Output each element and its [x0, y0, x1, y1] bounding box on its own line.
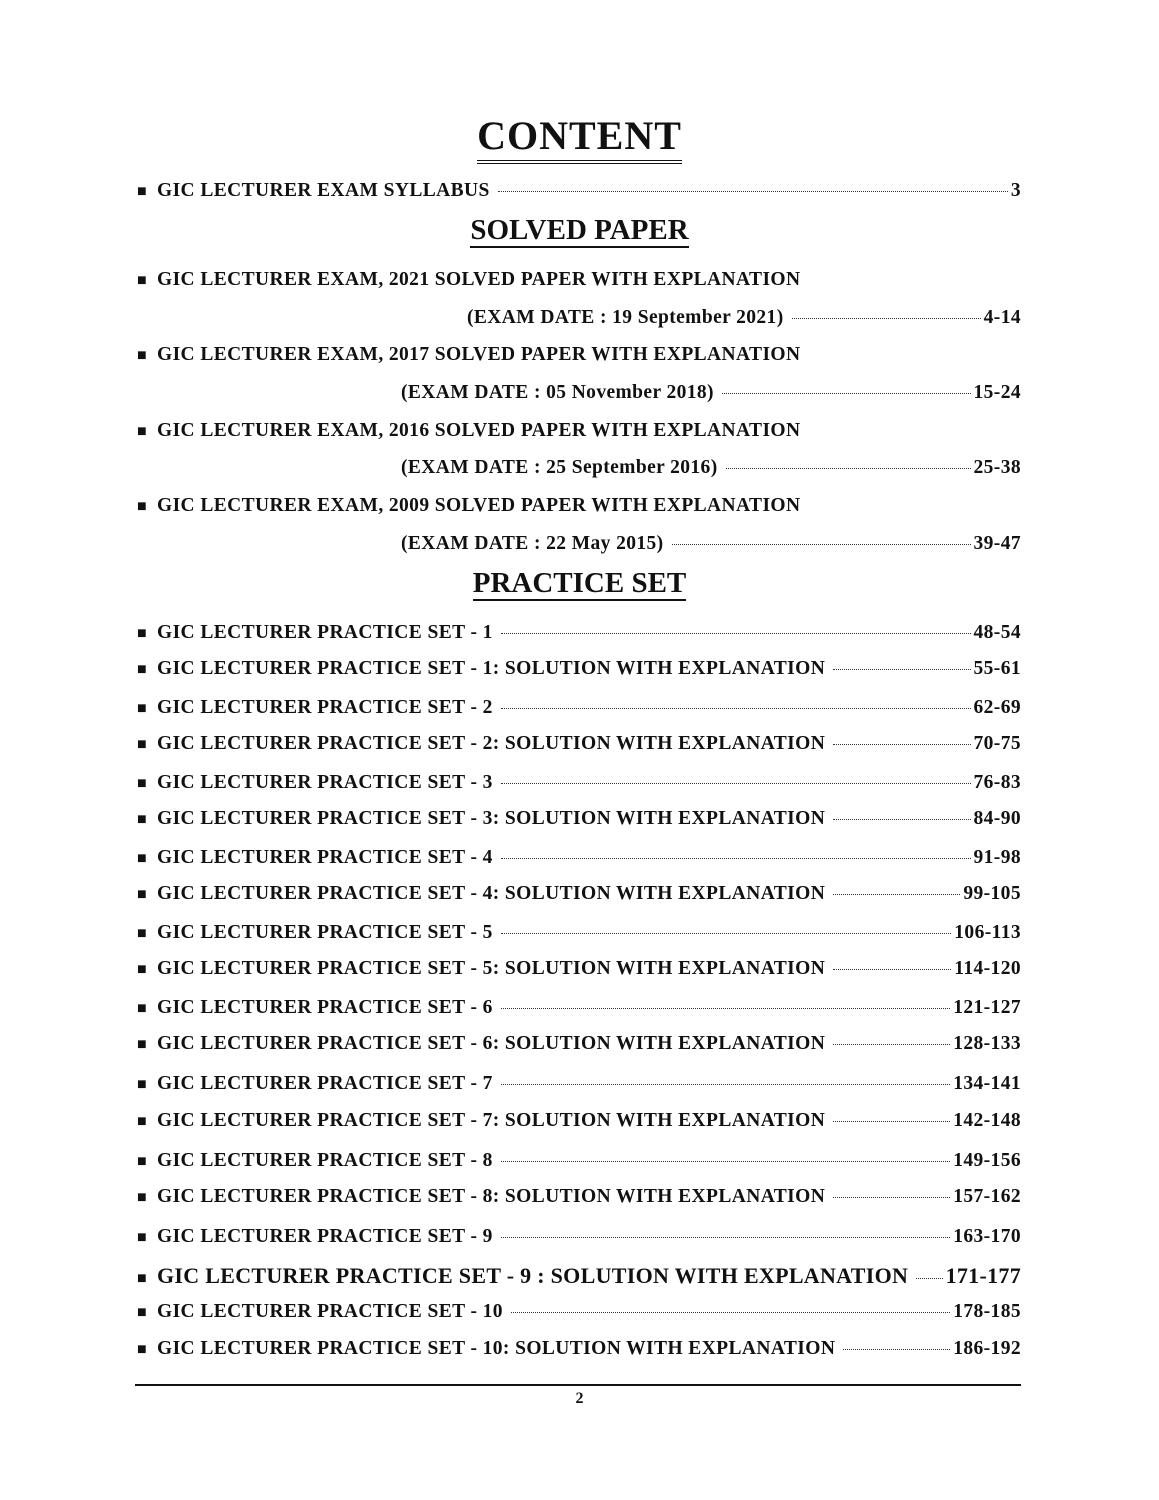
- dot-leader: [916, 1278, 942, 1279]
- toc-entry-practice-solution[interactable]: [137, 1263, 1021, 1291]
- dot-leader: [792, 318, 981, 319]
- toc-entry-label: GIC LECTURER EXAM, 2016 SOLVED PAPER WITH EXPLANATION: [157, 420, 801, 441]
- square-bullet-icon: ■: [137, 1000, 148, 1017]
- toc-entry-label: GIC LECTURER PRACTICE SET - 8: SOLUTION WITH EXPLANATION: [157, 1186, 826, 1207]
- square-bullet-icon: ■: [137, 961, 148, 978]
- square-bullet-icon: ■: [137, 1036, 148, 1053]
- toc-entry-pages: 76-83: [973, 772, 1021, 793]
- toc-entry-practice[interactable]: [137, 997, 1021, 1025]
- toc-entry-label: GIC LECTURER PRACTICE SET - 10: SOLUTION WITH EXPLANATION: [157, 1338, 836, 1359]
- toc-entry-syllabus[interactable]: [137, 180, 1021, 208]
- square-bullet-icon: ■: [137, 1076, 148, 1093]
- toc-entry-label: GIC LECTURER PRACTICE SET - 7: SOLUTION WITH EXPLANATION: [157, 1110, 826, 1131]
- toc-entry-label: GIC LECTURER PRACTICE SET - 9: [157, 1226, 493, 1247]
- dot-leader: [501, 1084, 950, 1085]
- toc-entry-practice[interactable]: [137, 1226, 1021, 1254]
- dot-leader: [843, 1349, 950, 1350]
- dot-leader: [833, 1121, 950, 1122]
- toc-entry-pages: 55-61: [973, 658, 1021, 679]
- toc-entry-practice[interactable]: [137, 697, 1021, 725]
- dot-leader: [501, 708, 971, 709]
- toc-entry-label: GIC LECTURER EXAM, 2021 SOLVED PAPER WITH EXPLANATION: [157, 269, 801, 290]
- toc-entry-practice-solution[interactable]: [137, 958, 1021, 986]
- toc-entry-pages: 99-105: [963, 883, 1021, 904]
- toc-entry-label: GIC LECTURER PRACTICE SET - 7: [157, 1073, 493, 1094]
- toc-entry-practice[interactable]: [137, 1301, 1021, 1329]
- dot-leader: [501, 783, 971, 784]
- toc-entry-date: (EXAM DATE : 19 September 2021): [467, 307, 784, 328]
- toc-entry-practice[interactable]: [137, 922, 1021, 950]
- toc-entry-label: GIC LECTURER PRACTICE SET - 1: [157, 622, 493, 643]
- footer-divider: [135, 1384, 1021, 1386]
- toc-entry-label: GIC LECTURER PRACTICE SET - 3: [157, 772, 493, 793]
- dot-leader: [726, 468, 971, 469]
- square-bullet-icon: ■: [137, 661, 148, 678]
- toc-entry-pages: 114-120: [954, 958, 1021, 979]
- toc-entry-solved-2017[interactable]: [137, 344, 1021, 372]
- dot-leader: [833, 894, 960, 895]
- toc-entry-label: GIC LECTURER PRACTICE SET - 10: [157, 1301, 503, 1322]
- toc-entry-pages: 186-192: [953, 1338, 1021, 1359]
- section-heading-solved: [0, 214, 1159, 247]
- square-bullet-icon: ■: [137, 498, 148, 515]
- square-bullet-icon: ■: [137, 1229, 148, 1246]
- square-bullet-icon: ■: [137, 1189, 148, 1206]
- toc-entry-practice[interactable]: [137, 1150, 1021, 1178]
- toc-entry-label: GIC LECTURER EXAM, 2009 SOLVED PAPER WITH EXPLANATION: [157, 495, 801, 516]
- toc-entry-label: GIC LECTURER EXAM SYLLABUS: [157, 180, 490, 201]
- dot-leader: [501, 633, 971, 634]
- toc-entry-label: GIC LECTURER PRACTICE SET - 8: [157, 1150, 493, 1171]
- square-bullet-icon: ■: [137, 700, 148, 717]
- toc-entry-label: GIC LECTURER PRACTICE SET - 9 : SOLUTION WITH EXPLANATION: [157, 1263, 909, 1288]
- toc-entry-solved-2017-date[interactable]: [137, 382, 1021, 410]
- toc-entry-pages: 4-14: [983, 307, 1021, 328]
- toc-entry-solved-2021-date[interactable]: [137, 307, 1021, 335]
- page-number: 2: [575, 1390, 584, 1407]
- toc-entry-pages: 62-69: [973, 697, 1021, 718]
- toc-entry-pages: 15-24: [973, 382, 1021, 403]
- square-bullet-icon: ■: [137, 775, 148, 792]
- dot-leader: [833, 969, 951, 970]
- toc-entry-pages: 134-141: [953, 1073, 1021, 1094]
- toc-entry-solved-2009-date[interactable]: [137, 533, 1021, 561]
- toc-entry-practice-solution[interactable]: [137, 883, 1021, 911]
- toc-entry-label: GIC LECTURER PRACTICE SET - 3: SOLUTION WITH EXPLANATION: [157, 808, 826, 829]
- toc-entry-label: GIC LECTURER PRACTICE SET - 6: [157, 997, 493, 1018]
- dot-leader: [722, 393, 971, 394]
- square-bullet-icon: ■: [137, 1113, 148, 1130]
- dot-leader: [501, 1161, 950, 1162]
- dot-leader: [498, 191, 1008, 192]
- toc-entry-date: (EXAM DATE : 25 September 2016): [401, 457, 718, 478]
- toc-entry-solved-2009[interactable]: [137, 495, 1021, 523]
- toc-entry-pages: 84-90: [973, 808, 1021, 829]
- dot-leader: [833, 1044, 950, 1045]
- toc-entry-date: (EXAM DATE : 22 May 2015): [401, 533, 664, 554]
- toc-entry-practice-solution[interactable]: [137, 1338, 1021, 1366]
- square-bullet-icon: ■: [137, 850, 148, 867]
- square-bullet-icon: ■: [137, 1304, 148, 1321]
- toc-entry-label: GIC LECTURER PRACTICE SET - 1: SOLUTION WITH EXPLANATION: [157, 658, 826, 679]
- toc-entry-practice[interactable]: [137, 1073, 1021, 1101]
- toc-entry-practice-solution[interactable]: [137, 1110, 1021, 1138]
- dot-leader: [833, 819, 970, 820]
- toc-entry-pages: 178-185: [953, 1301, 1021, 1322]
- toc-entry-pages: 3: [1010, 180, 1021, 201]
- dot-leader: [501, 858, 971, 859]
- dot-leader: [511, 1312, 950, 1313]
- square-bullet-icon: ■: [137, 423, 148, 440]
- toc-entry-pages: 142-148: [953, 1110, 1021, 1131]
- toc-entry-pages: 121-127: [953, 997, 1021, 1018]
- page-title-text: CONTENT: [477, 113, 682, 164]
- dot-leader: [672, 544, 971, 545]
- toc-entry-practice-solution[interactable]: [137, 658, 1021, 686]
- toc-entry-label: GIC LECTURER PRACTICE SET - 4: [157, 847, 493, 868]
- toc-entry-pages: 91-98: [973, 847, 1021, 868]
- square-bullet-icon: ■: [137, 347, 148, 364]
- toc-entry-solved-2016[interactable]: [137, 420, 1021, 448]
- section-heading-text: SOLVED PAPER: [470, 214, 689, 246]
- toc-entry-pages: 128-133: [953, 1033, 1021, 1054]
- square-bullet-icon: ■: [137, 272, 148, 289]
- toc-entry-pages: 157-162: [953, 1186, 1021, 1207]
- toc-entry-label: GIC LECTURER PRACTICE SET - 4: SOLUTION WITH EXPLANATION: [157, 883, 826, 904]
- square-bullet-icon: ■: [137, 1341, 148, 1358]
- toc-entry-pages: 171-177: [945, 1263, 1021, 1288]
- dot-leader: [833, 1197, 950, 1198]
- dot-leader: [833, 744, 970, 745]
- dot-leader: [501, 1008, 950, 1009]
- section-heading-practice: [0, 567, 1159, 600]
- square-bullet-icon: ■: [137, 183, 148, 200]
- toc-entry-pages: 25-38: [973, 457, 1021, 478]
- toc-entry-practice[interactable]: [137, 622, 1021, 650]
- toc-entry-date: (EXAM DATE : 05 November 2018): [401, 382, 714, 403]
- toc-entry-solved-2016-date[interactable]: [137, 457, 1021, 485]
- dot-leader: [501, 1237, 950, 1238]
- square-bullet-icon: ■: [137, 811, 148, 828]
- toc-entry-label: GIC LECTURER PRACTICE SET - 2: [157, 697, 493, 718]
- toc-entry-label: GIC LECTURER PRACTICE SET - 5: [157, 922, 493, 943]
- toc-entry-practice[interactable]: [137, 772, 1021, 800]
- dot-leader: [833, 669, 970, 670]
- dot-leader: [501, 933, 952, 934]
- page-title: [0, 112, 1159, 159]
- square-bullet-icon: ■: [137, 886, 148, 903]
- toc-entry-practice-solution[interactable]: [137, 1186, 1021, 1214]
- toc-entry-pages: 39-47: [973, 533, 1021, 554]
- toc-entry-solved-2021[interactable]: [137, 269, 1021, 297]
- toc-entry-pages: 149-156: [953, 1150, 1021, 1171]
- toc-entry-label: GIC LECTURER PRACTICE SET - 2: SOLUTION WITH EXPLANATION: [157, 733, 826, 754]
- toc-entry-practice-solution[interactable]: [137, 1033, 1021, 1061]
- toc-entry-pages: 48-54: [973, 622, 1021, 643]
- toc-entry-label: GIC LECTURER PRACTICE SET - 5: SOLUTION WITH EXPLANATION: [157, 958, 826, 979]
- toc-entry-practice-solution[interactable]: [137, 808, 1021, 836]
- square-bullet-icon: ■: [137, 1270, 147, 1287]
- square-bullet-icon: ■: [137, 1153, 148, 1170]
- toc-entry-label: GIC LECTURER PRACTICE SET - 6: SOLUTION WITH EXPLANATION: [157, 1033, 826, 1054]
- square-bullet-icon: ■: [137, 736, 148, 753]
- toc-entry-practice[interactable]: [137, 847, 1021, 875]
- square-bullet-icon: ■: [137, 925, 148, 942]
- toc-entry-pages: 163-170: [953, 1226, 1021, 1247]
- toc-entry-label: GIC LECTURER EXAM, 2017 SOLVED PAPER WITH EXPLANATION: [157, 344, 801, 365]
- toc-entry-pages: 106-113: [954, 922, 1021, 943]
- toc-entry-pages: 70-75: [973, 733, 1021, 754]
- square-bullet-icon: ■: [137, 625, 148, 642]
- toc-entry-practice-solution[interactable]: [137, 733, 1021, 761]
- section-heading-text: PRACTICE SET: [472, 567, 687, 599]
